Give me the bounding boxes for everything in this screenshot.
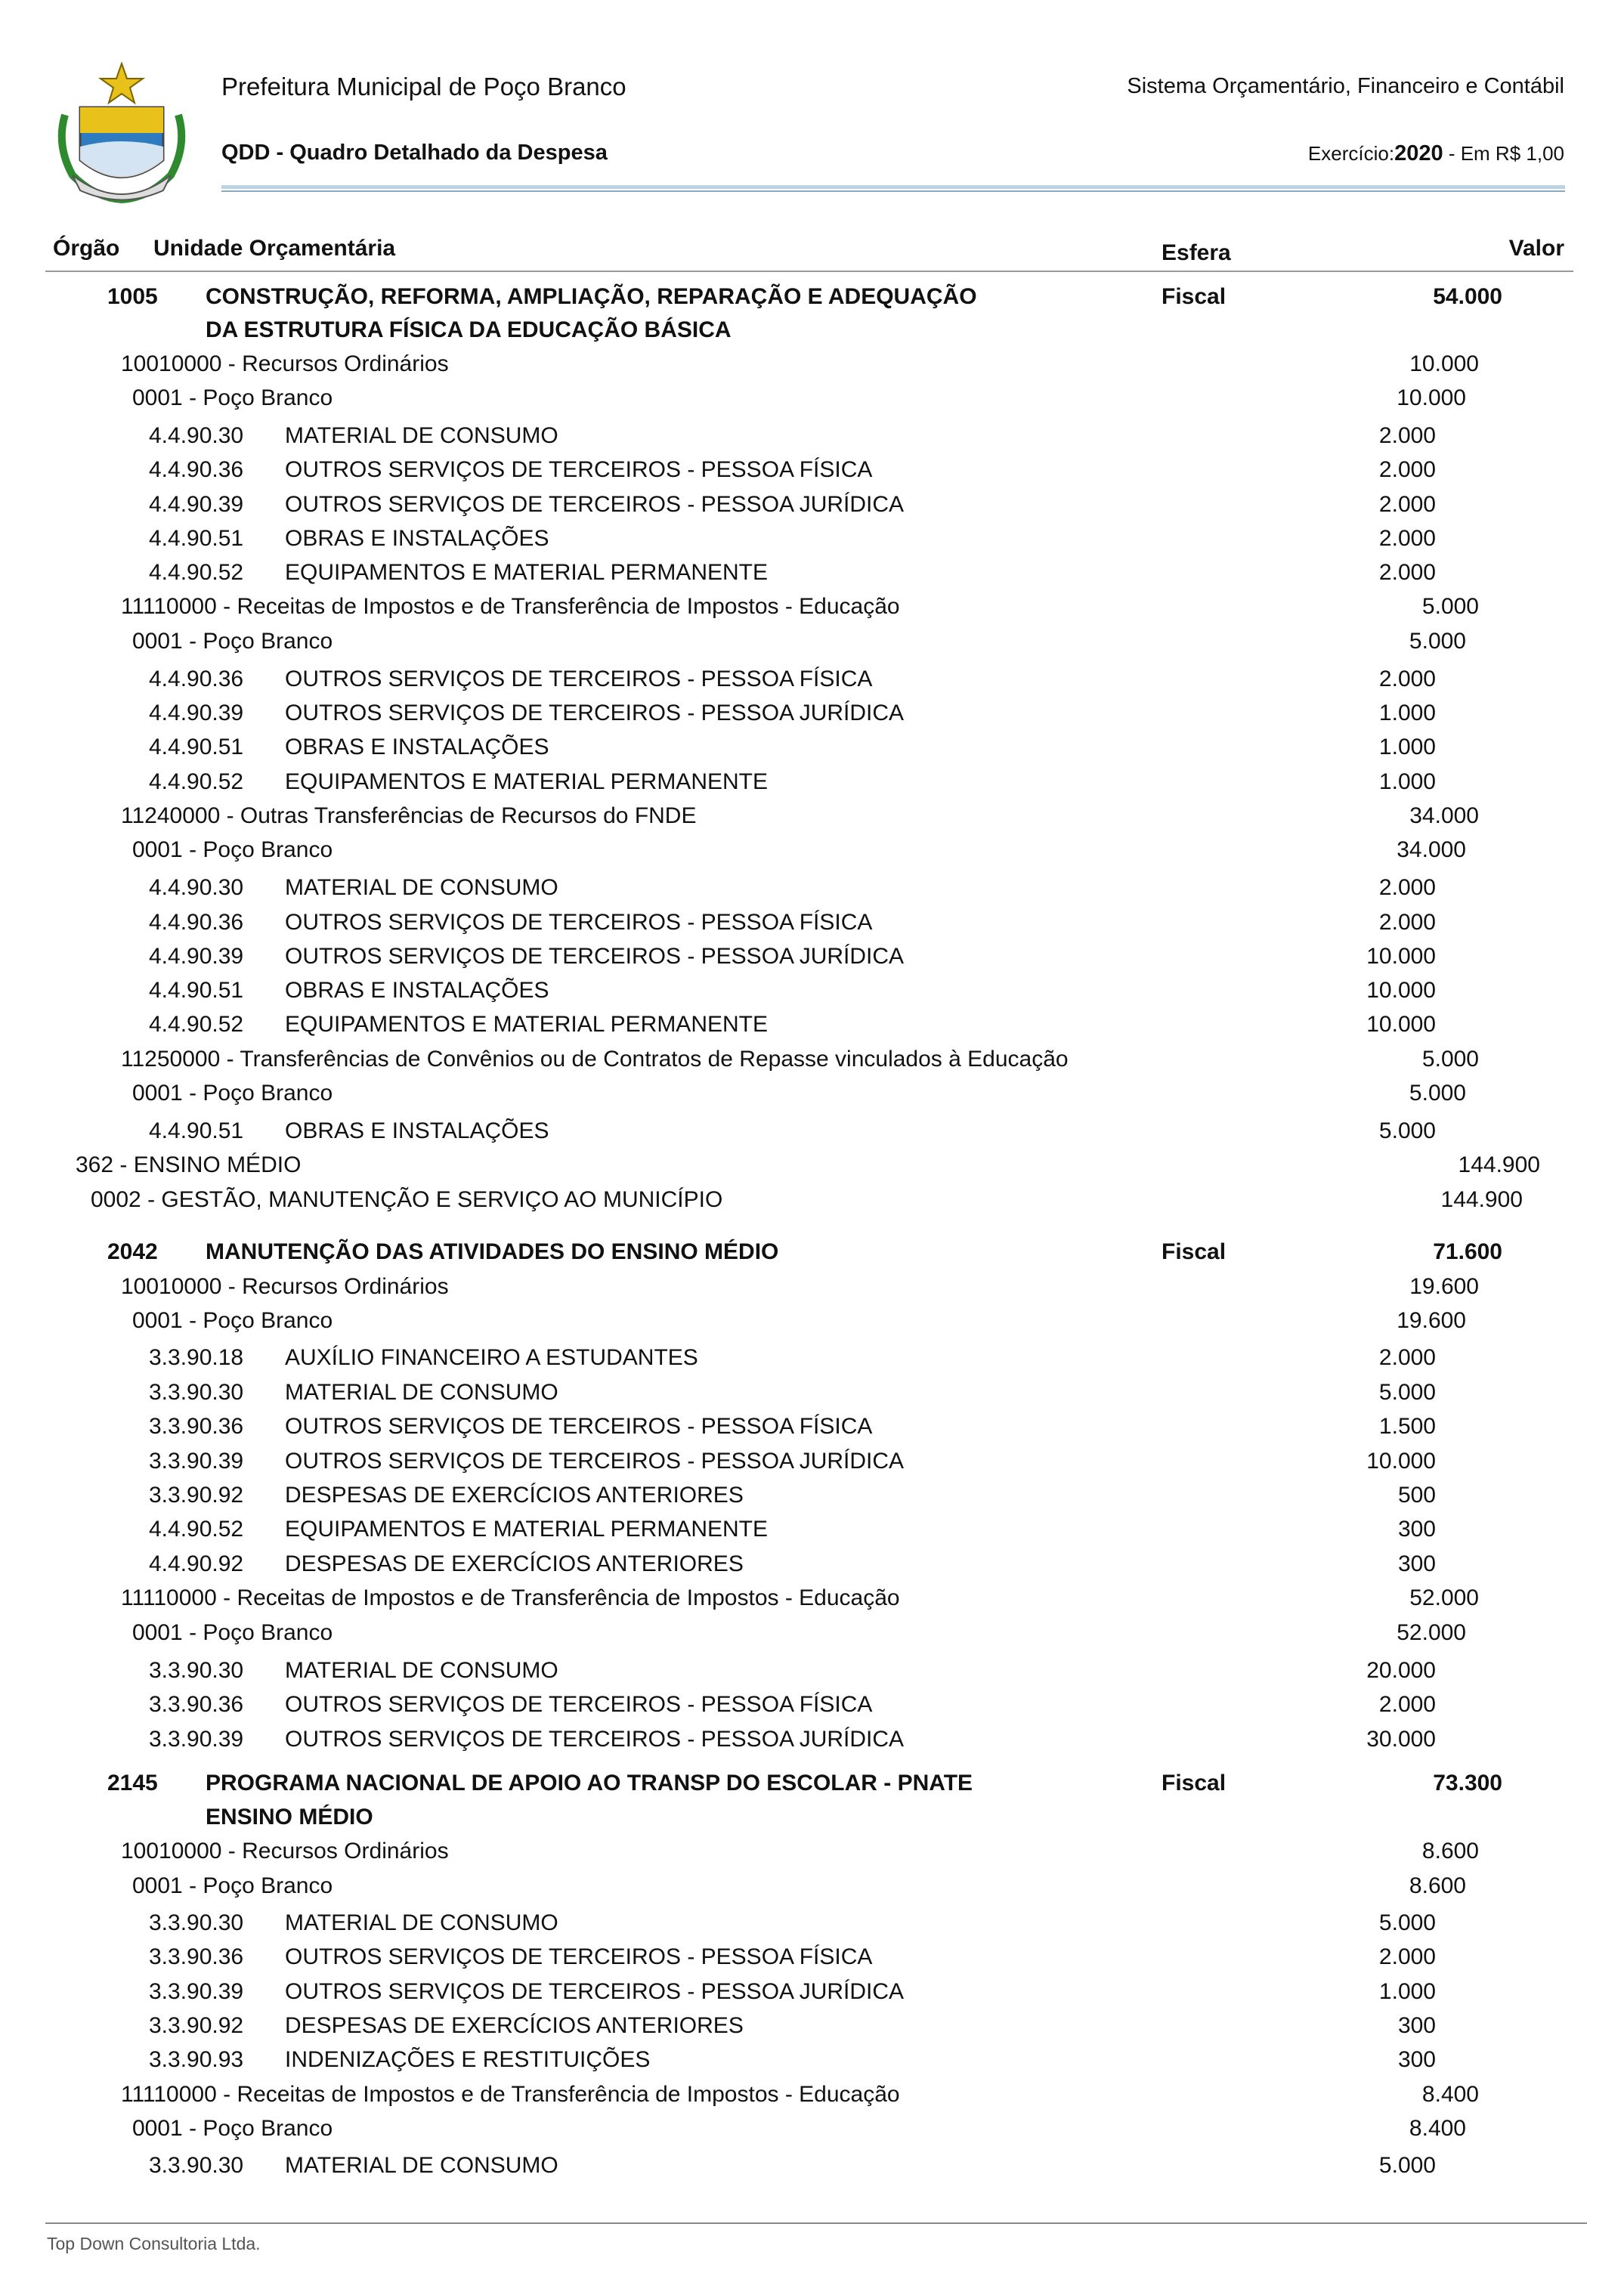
row-value: 10.000	[1366, 944, 1436, 969]
row-description: 10010000 - Recursos Ordinários	[121, 351, 449, 376]
row-item	[0, 978, 1624, 1011]
row-code: 3.3.90.39	[149, 1727, 244, 1752]
row-esfera: Fiscal	[1162, 1239, 1227, 1264]
row-code: 4.4.90.30	[149, 875, 244, 900]
row-item	[0, 1449, 1624, 1482]
row-locality	[0, 2116, 1624, 2149]
row-value: 2.000	[1378, 560, 1436, 585]
row-value: 2.000	[1378, 526, 1436, 551]
column-header-divider	[45, 271, 1573, 272]
row-description: MATERIAL DE CONSUMO	[285, 1380, 558, 1405]
row-description: EQUIPAMENTOS E MATERIAL PERMANENTE	[285, 1517, 768, 1542]
row-locality	[0, 385, 1624, 419]
row-program	[0, 1187, 1624, 1220]
row-code: 4.4.90.39	[149, 701, 244, 725]
row-item	[0, 1414, 1624, 1447]
row-description: 11110000 - Receitas de Impostos e de Transferência de Impostos - Educação	[121, 2082, 900, 2107]
row-description: 10010000 - Recursos Ordinários	[121, 1274, 449, 1299]
row-description: MANUTENÇÃO DAS ATIVIDADES DO ENSINO MÉDIO	[206, 1239, 779, 1264]
row-description: 0001 - Poço Branco	[132, 1308, 333, 1333]
row-value: 73.300	[1433, 1771, 1502, 1795]
row-description: 11110000 - Receitas de Impostos e de Transferência de Impostos - Educação	[121, 1585, 900, 1610]
row-item	[0, 2013, 1624, 2046]
row-locality	[0, 629, 1624, 662]
row-value: 10.000	[1366, 1012, 1436, 1037]
row-value: 1.000	[1378, 769, 1436, 794]
row-description: EQUIPAMENTOS E MATERIAL PERMANENTE	[285, 1012, 768, 1037]
row-item	[0, 944, 1624, 977]
row-code: 3.3.90.92	[149, 2013, 244, 2038]
row-locality	[0, 1081, 1624, 1114]
exercise-year: 2020	[1394, 141, 1443, 165]
row-code: 4.4.90.36	[149, 667, 244, 691]
row-item	[0, 457, 1624, 490]
row-item	[0, 1727, 1624, 1760]
row-description: 0001 - Poço Branco	[132, 385, 333, 410]
row-value: 5.000	[1378, 1380, 1436, 1405]
row-value: 5.000	[1421, 1047, 1479, 1072]
row-code: 3.3.90.30	[149, 1380, 244, 1405]
row-subfunction	[0, 1152, 1624, 1186]
row-code: 3.3.90.92	[149, 1483, 244, 1508]
row-value: 2.000	[1378, 1944, 1436, 1969]
row-project	[0, 284, 1624, 317]
page-title: Prefeitura Municipal de Poço Branco	[221, 73, 626, 101]
row-description: DESPESAS DE EXERCÍCIOS ANTERIORES	[285, 2013, 744, 2038]
row-value: 8.600	[1409, 1873, 1466, 1898]
row-item	[0, 667, 1624, 700]
row-description: ENSINO MÉDIO	[206, 1805, 373, 1830]
row-value: 5.000	[1409, 629, 1466, 654]
row-value: 5.000	[1378, 2153, 1436, 2178]
row-item	[0, 875, 1624, 908]
row-value: 10.000	[1397, 385, 1466, 410]
row-item	[0, 1944, 1624, 1978]
row-item	[0, 1692, 1624, 1725]
row-value: 30.000	[1366, 1727, 1436, 1752]
row-description: OUTROS SERVIÇOS DE TERCEIROS - PESSOA FÍSICA	[285, 910, 873, 935]
row-item	[0, 769, 1624, 803]
row-description: EQUIPAMENTOS E MATERIAL PERMANENTE	[285, 560, 768, 585]
row-description: MATERIAL DE CONSUMO	[285, 1910, 558, 1935]
row-project	[0, 1771, 1624, 1804]
row-code: 3.3.90.30	[149, 1910, 244, 1935]
row-locality	[0, 1620, 1624, 1653]
row-description: MATERIAL DE CONSUMO	[285, 423, 558, 448]
row-value: 144.900	[1458, 1152, 1540, 1177]
row-item	[0, 1517, 1624, 1550]
row-value: 8.400	[1409, 2116, 1466, 2141]
row-item	[0, 1979, 1624, 2012]
row-esfera: Fiscal	[1162, 284, 1227, 309]
row-item	[0, 1012, 1624, 1045]
row-source	[0, 1585, 1624, 1619]
row-code: 1005	[107, 284, 158, 309]
row-item	[0, 526, 1624, 559]
row-value: 2.000	[1378, 492, 1436, 517]
row-description: MATERIAL DE CONSUMO	[285, 1658, 558, 1683]
row-source	[0, 2082, 1624, 2115]
row-source	[0, 351, 1624, 385]
row-value: 10.000	[1366, 978, 1436, 1003]
row-description: DESPESAS DE EXERCÍCIOS ANTERIORES	[285, 1483, 744, 1508]
row-value: 34.000	[1409, 803, 1479, 828]
row-description: OUTROS SERVIÇOS DE TERCEIROS - PESSOA FÍSICA	[285, 1692, 873, 1717]
row-value: 5.000	[1409, 1081, 1466, 1106]
column-orgao: Órgão	[53, 236, 120, 261]
row-code: 3.3.90.36	[149, 1944, 244, 1969]
row-description: OUTROS SERVIÇOS DE TERCEIROS - PESSOA JURÍDICA	[285, 1449, 905, 1474]
row-description: OBRAS E INSTALAÇÕES	[285, 1118, 549, 1143]
row-value: 8.400	[1421, 2082, 1479, 2107]
row-description: OUTROS SERVIÇOS DE TERCEIROS - PESSOA JURÍDICA	[285, 492, 905, 517]
row-value: 2.000	[1378, 423, 1436, 448]
row-description: 0001 - Poço Branco	[132, 1081, 333, 1106]
row-item	[0, 1118, 1624, 1152]
row-description: CONSTRUÇÃO, REFORMA, AMPLIAÇÃO, REPARAÇÃO E ADEQUAÇÃO	[206, 284, 977, 309]
row-code: 3.3.90.93	[149, 2047, 244, 2072]
row-value: 5.000	[1378, 1910, 1436, 1935]
row-value: 5.000	[1421, 594, 1479, 619]
row-item	[0, 1658, 1624, 1691]
row-description: OBRAS E INSTALAÇÕES	[285, 978, 549, 1003]
row-code: 3.3.90.36	[149, 1414, 244, 1439]
footer-company: Top Down Consultoria Ltda.	[47, 2234, 261, 2253]
row-code: 3.3.90.39	[149, 1449, 244, 1474]
row-description: 0001 - Poço Branco	[132, 837, 333, 862]
row-item	[0, 492, 1624, 525]
row-description: PROGRAMA NACIONAL DE APOIO AO TRANSP DO ESCOLAR - PNATE	[206, 1771, 973, 1795]
currency-note: - Em R$ 1,00	[1448, 142, 1564, 165]
row-code: 4.4.90.52	[149, 1517, 244, 1542]
row-item	[0, 1345, 1624, 1378]
row-item	[0, 735, 1624, 768]
exercise-label: Exercício:	[1307, 142, 1395, 165]
row-value: 10.000	[1409, 351, 1479, 376]
row-item	[0, 1551, 1624, 1585]
system-name: Sistema Orçamentário, Financeiro e Contábil	[1127, 74, 1564, 98]
row-description: OUTROS SERVIÇOS DE TERCEIROS - PESSOA JURÍDICA	[285, 701, 905, 725]
row-description: OUTROS SERVIÇOS DE TERCEIROS - PESSOA JURÍDICA	[285, 944, 905, 969]
row-code: 4.4.90.30	[149, 423, 244, 448]
row-value: 2.000	[1378, 667, 1436, 691]
row-value: 1.000	[1378, 1979, 1436, 2004]
row-value: 71.600	[1433, 1239, 1502, 1264]
row-item	[0, 1380, 1624, 1413]
row-item	[0, 701, 1624, 734]
row-value: 144.900	[1440, 1187, 1523, 1212]
row-description: 0001 - Poço Branco	[132, 1620, 333, 1645]
row-description: OUTROS SERVIÇOS DE TERCEIROS - PESSOA FÍSICA	[285, 1414, 873, 1439]
row-value: 52.000	[1397, 1620, 1466, 1645]
column-valor: Valor	[1508, 236, 1564, 261]
report-subtitle: QDD - Quadro Detalhado da Despesa	[221, 141, 608, 165]
row-description: OUTROS SERVIÇOS DE TERCEIROS - PESSOA JURÍDICA	[285, 1979, 905, 2004]
row-code: 4.4.90.51	[149, 526, 244, 551]
column-unidade: Unidade Orçamentária	[153, 236, 396, 261]
row-code: 4.4.90.36	[149, 457, 244, 482]
row-locality	[0, 1308, 1624, 1341]
row-item	[0, 1483, 1624, 1516]
row-value: 300	[1397, 2013, 1436, 2038]
row-source	[0, 1274, 1624, 1307]
row-value: 5.000	[1378, 1118, 1436, 1143]
row-description: MATERIAL DE CONSUMO	[285, 2153, 558, 2178]
row-value: 2.000	[1378, 457, 1436, 482]
row-item	[0, 2047, 1624, 2080]
row-description: DESPESAS DE EXERCÍCIOS ANTERIORES	[285, 1551, 744, 1576]
row-code: 3.3.90.30	[149, 1658, 244, 1683]
row-code: 3.3.90.36	[149, 1692, 244, 1717]
row-code: 4.4.90.51	[149, 1118, 244, 1143]
row-value: 2.000	[1378, 875, 1436, 900]
header-divider-thin	[221, 190, 1565, 192]
row-value: 34.000	[1397, 837, 1466, 862]
row-value: 1.000	[1378, 701, 1436, 725]
row-description: OUTROS SERVIÇOS DE TERCEIROS - PESSOA FÍSICA	[285, 1944, 873, 1969]
row-locality	[0, 1873, 1624, 1907]
footer-divider	[45, 2222, 1587, 2224]
row-code: 4.4.90.39	[149, 944, 244, 969]
row-value: 300	[1397, 1551, 1436, 1576]
row-value: 20.000	[1366, 1658, 1436, 1683]
row-value: 500	[1397, 1483, 1436, 1508]
row-code: 4.4.90.39	[149, 492, 244, 517]
row-description: OUTROS SERVIÇOS DE TERCEIROS - PESSOA FÍSICA	[285, 667, 873, 691]
row-description: MATERIAL DE CONSUMO	[285, 875, 558, 900]
row-code: 2042	[107, 1239, 158, 1264]
row-code: 4.4.90.51	[149, 735, 244, 759]
row-source	[0, 594, 1624, 627]
row-description: 11240000 - Outras Transferências de Recursos do FNDE	[121, 803, 697, 828]
row-value: 8.600	[1421, 1839, 1479, 1864]
row-item	[0, 910, 1624, 943]
row-code: 4.4.90.52	[149, 560, 244, 585]
row-item	[0, 2153, 1624, 2186]
row-value: 2.000	[1378, 1345, 1436, 1370]
row-value: 10.000	[1366, 1449, 1436, 1474]
row-source	[0, 803, 1624, 837]
row-description: 0001 - Poço Branco	[132, 2116, 333, 2141]
row-item	[0, 1910, 1624, 1944]
row-code: 3.3.90.30	[149, 2153, 244, 2178]
row-code: 3.3.90.18	[149, 1345, 244, 1370]
row-project	[0, 1239, 1624, 1273]
exercise-info	[1308, 141, 1564, 166]
row-source	[0, 1047, 1624, 1080]
row-description: INDENIZAÇÕES E RESTITUIÇÕES	[285, 2047, 651, 2072]
row-code: 4.4.90.51	[149, 978, 244, 1003]
row-description: OBRAS E INSTALAÇÕES	[285, 735, 549, 759]
row-item	[0, 423, 1624, 456]
row-source	[0, 1839, 1624, 1872]
row-value: 54.000	[1433, 284, 1502, 309]
row-description: 0001 - Poço Branco	[132, 629, 333, 654]
row-project-cont	[0, 1805, 1624, 1838]
row-code: 4.4.90.36	[149, 910, 244, 935]
row-item	[0, 560, 1624, 593]
row-description: EQUIPAMENTOS E MATERIAL PERMANENTE	[285, 769, 768, 794]
row-description: 362 - ENSINO MÉDIO	[76, 1152, 302, 1177]
row-value: 1.000	[1378, 735, 1436, 759]
row-value: 2.000	[1378, 1692, 1436, 1717]
row-code: 4.4.90.52	[149, 769, 244, 794]
row-locality	[0, 837, 1624, 871]
row-description: DA ESTRUTURA FÍSICA DA EDUCAÇÃO BÁSICA	[206, 317, 732, 342]
row-code: 2145	[107, 1771, 158, 1795]
row-description: 0002 - GESTÃO, MANUTENÇÃO E SERVIÇO AO MUNICÍPIO	[91, 1187, 723, 1212]
row-esfera: Fiscal	[1162, 1771, 1227, 1795]
row-value: 300	[1397, 1517, 1436, 1542]
row-value: 1.500	[1378, 1414, 1436, 1439]
row-code: 3.3.90.39	[149, 1979, 244, 2004]
row-project-cont	[0, 317, 1624, 351]
row-value: 19.600	[1397, 1308, 1466, 1333]
row-code: 4.4.90.92	[149, 1551, 244, 1576]
row-value: 52.000	[1409, 1585, 1479, 1610]
row-description: OUTROS SERVIÇOS DE TERCEIROS - PESSOA JURÍDICA	[285, 1727, 905, 1752]
municipal-coat-of-arms-icon	[50, 62, 193, 209]
row-description: 11110000 - Receitas de Impostos e de Transferência de Impostos - Educação	[121, 594, 900, 619]
column-esfera: Esfera	[1162, 240, 1231, 265]
row-description: OBRAS E INSTALAÇÕES	[285, 526, 549, 551]
row-description: OUTROS SERVIÇOS DE TERCEIROS - PESSOA FÍSICA	[285, 457, 873, 482]
header-divider	[221, 185, 1565, 189]
row-code: 4.4.90.52	[149, 1012, 244, 1037]
row-description: 10010000 - Recursos Ordinários	[121, 1839, 449, 1864]
row-description: AUXÍLIO FINANCEIRO A ESTUDANTES	[285, 1345, 698, 1370]
row-description: 11250000 - Transferências de Convênios ou de Contratos de Repasse vinculados à Educação	[121, 1047, 1069, 1072]
row-description: 0001 - Poço Branco	[132, 1873, 333, 1898]
row-value: 19.600	[1409, 1274, 1479, 1299]
row-value: 2.000	[1378, 910, 1436, 935]
row-value: 300	[1397, 2047, 1436, 2072]
